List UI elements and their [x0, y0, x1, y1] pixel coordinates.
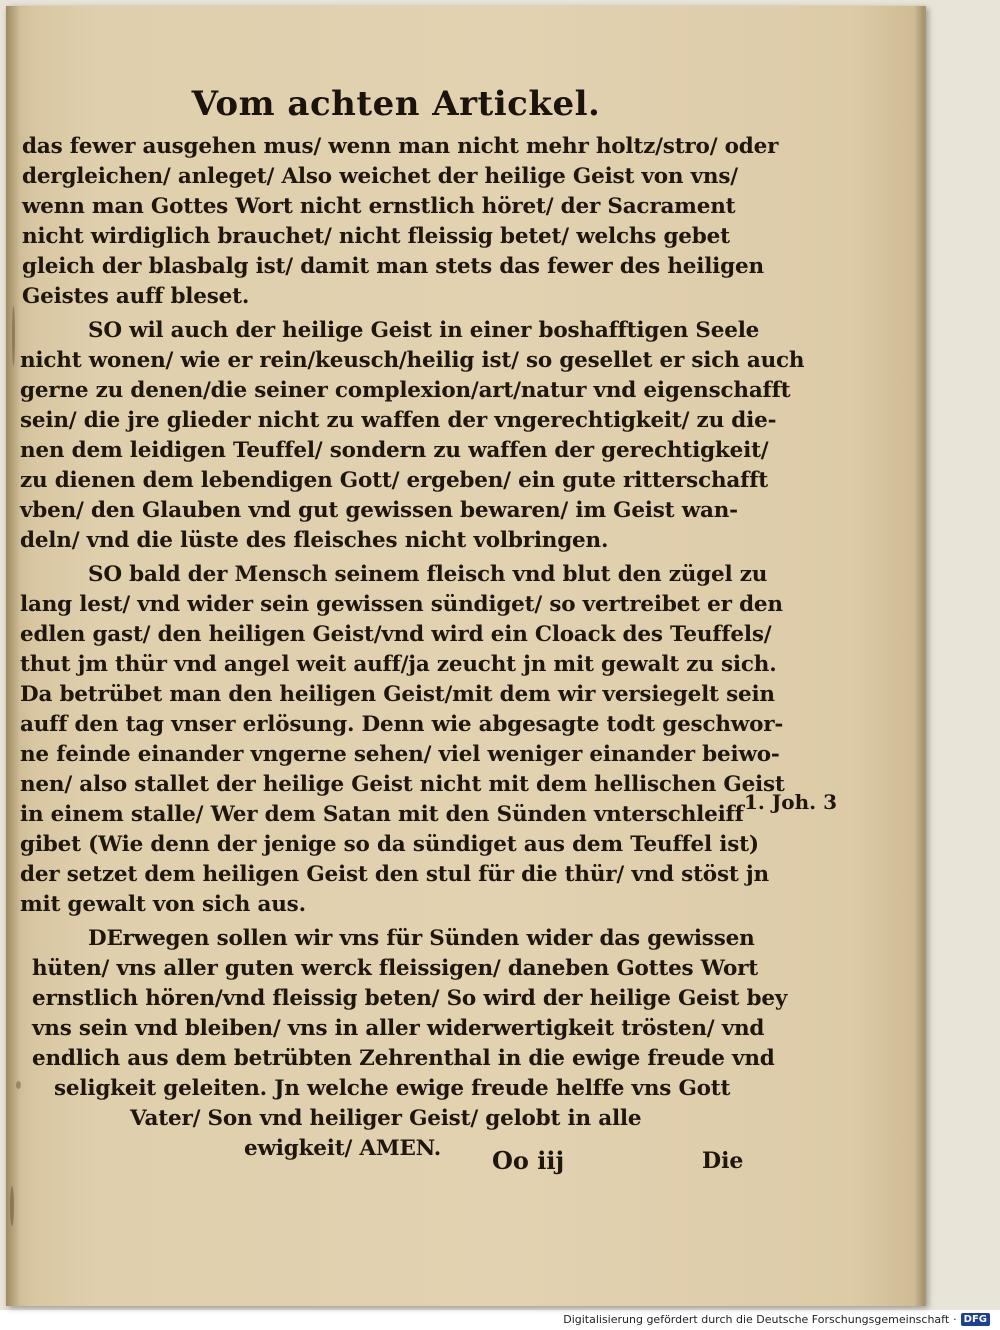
- catchword: Die: [702, 1148, 744, 1174]
- text-line: sein/ die jre glieder nicht zu waffen der vngerechtigkeit/ zu die-: [20, 408, 777, 433]
- text-line: vben/ den Glauben vnd gut gewissen bewaren/ im Geist wan-: [20, 498, 738, 523]
- text-line: nen dem leidigen Teuffel/ sondern zu waffen der gerechtigkeit/: [20, 438, 769, 463]
- text-line: edlen gast/ den heiligen Geist/vnd wird ein Cloack des Teuffels/: [20, 622, 772, 647]
- text-line: zu dienen dem lebendigen Gott/ ergeben/ ein gute ritterschafft: [20, 468, 768, 493]
- text-line: auff den tag vnser erlösung. Denn wie abgesagte todt geschwor-: [20, 712, 784, 737]
- text-line: gleich der blasbalg ist/ damit man stets das fewer des heiligen: [22, 254, 764, 279]
- page-stain: [10, 1186, 14, 1226]
- text-line: Geistes auff bleset.: [22, 284, 250, 309]
- text-line: nen/ also stallet der heilige Geist nicht mit dem hellischen Geist: [20, 772, 785, 797]
- digitization-footer: [563, 1310, 990, 1328]
- text-line: Da betrübet man den heiligen Geist/mit dem wir versiegelt sein: [20, 682, 775, 707]
- running-header: Vom achten Artickel.: [191, 84, 601, 124]
- text-line: lang lest/ vnd wider sein gewissen sündiget/ so vertreibet er den: [20, 592, 783, 617]
- text-line: das fewer ausgehen mus/ wenn man nicht mehr holtz/stro/ oder: [22, 134, 779, 159]
- text-line: DErwegen sollen wir vns für Sünden wider das gewissen: [88, 926, 755, 951]
- page-stain: [12, 306, 15, 366]
- text-line: mit gewalt von sich aus.: [20, 892, 306, 917]
- text-line: SO wil auch der heilige Geist in einer boshafftigen Seele: [88, 318, 760, 343]
- text-line: deln/ vnd die lüste des fleisches nicht volbringen.: [20, 528, 609, 553]
- text-line: thut jm thür vnd angel weit auff/ja zeucht jn mit gewalt zu sich.: [20, 652, 777, 677]
- text-line: Vater/ Son vnd heiliger Geist/ gelobt in alle: [130, 1106, 642, 1131]
- text-line: nicht wonen/ wie er rein/keusch/heilig ist/ so gesellet er sich auch: [20, 348, 805, 373]
- text-line: nicht wirdiglich brauchet/ nicht fleissig betet/ welchs gebet: [22, 224, 730, 249]
- separator-dot: ·: [953, 1312, 957, 1326]
- text-line: gibet (Wie denn der jenige so da sündiget aus dem Teuffel ist): [20, 832, 759, 857]
- text-line: wenn man Gottes Wort nicht ernstlich höret/ der Sacrament: [22, 194, 736, 219]
- text-line: gerne zu denen/die seiner complexion/art/natur vnd eigenschafft: [20, 378, 791, 403]
- text-line: endlich aus dem betrübten Zehrenthal in die ewige freude vnd: [32, 1046, 775, 1071]
- text-line: in einem stalle/ Wer dem Satan mit den Sünden vnterschleiff: [20, 802, 744, 827]
- text-line: hüten/ vns aller guten werck fleissigen/ daneben Gottes Wort: [32, 956, 758, 981]
- book-page: [6, 6, 926, 1306]
- text-line: SO bald der Mensch seinem fleisch vnd blut den zügel zu: [88, 562, 768, 587]
- text-line: ewigkeit/ AMEN.: [244, 1136, 442, 1161]
- text-line: seligkeit geleiten. Jn welche ewige freude helffe vns Gott: [54, 1076, 731, 1101]
- page-stain: [16, 1081, 21, 1089]
- signature-mark: Oo iij: [492, 1146, 565, 1175]
- text-line: der setzet dem heiligen Geist den stul für die thür/ vnd stöst jn: [20, 862, 769, 887]
- text-line: ernstlich hören/vnd fleissig beten/ So wird der heilige Geist bey: [32, 986, 788, 1011]
- funding-credit: Digitalisierung gefördert durch die Deutsche Forschungsgemeinschaft: [563, 1312, 950, 1326]
- margin-note: 1. Joh. 3: [744, 790, 838, 814]
- text-line: ne feinde einander vngerne sehen/ viel weniger einander beiwo-: [20, 742, 780, 767]
- text-line: dergleichen/ anleget/ Also weichet der heilige Geist von vns/: [22, 164, 738, 189]
- text-line: vns sein vnd bleiben/ vns in aller widerwertigkeit trösten/ vnd: [32, 1016, 765, 1041]
- dfg-logo: DFG: [961, 1313, 990, 1326]
